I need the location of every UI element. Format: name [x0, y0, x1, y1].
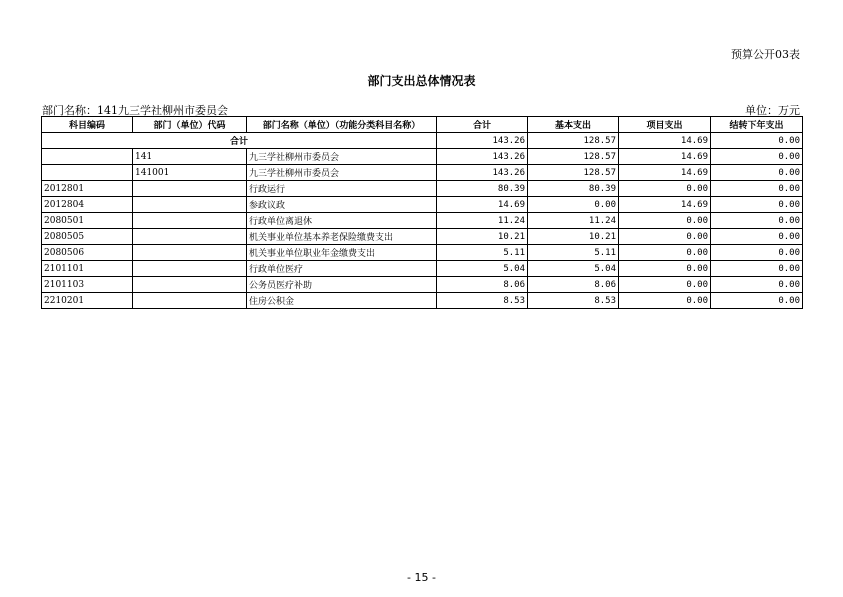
dept-code-cell	[133, 245, 247, 261]
column-header-project: 项目支出	[619, 117, 711, 133]
total-basic-cell: 128.57	[528, 133, 619, 149]
carryover-cell: 0.00	[711, 261, 803, 277]
dept-code-cell	[133, 277, 247, 293]
carryover-cell: 0.00	[711, 245, 803, 261]
table-row	[42, 181, 803, 197]
column-header-total: 合计	[437, 117, 528, 133]
dept-code-cell	[133, 213, 247, 229]
name-cell: 九三学社柳州市委员会	[247, 165, 437, 181]
dept-code-cell	[133, 293, 247, 309]
carryover-cell: 0.00	[711, 229, 803, 245]
column-header-name: 部门名称（单位）（功能分类科目名称）	[247, 117, 437, 133]
expenditure-table	[41, 116, 803, 309]
basic-cell: 11.24	[528, 213, 619, 229]
total-cell: 5.11	[437, 245, 528, 261]
total-cell: 5.04	[437, 261, 528, 277]
name-cell: 机关事业单位基本养老保险缴费支出	[247, 229, 437, 245]
total-row	[42, 133, 803, 149]
dept-code-cell: 141	[133, 149, 247, 165]
table-row	[42, 277, 803, 293]
carryover-cell: 0.00	[711, 181, 803, 197]
dept-code-cell	[133, 229, 247, 245]
code-cell: 2101103	[42, 277, 133, 293]
project-cell: 14.69	[619, 149, 711, 165]
unit-label: 单位：万元	[745, 104, 800, 117]
total-project-cell: 14.69	[619, 133, 711, 149]
table-row	[42, 229, 803, 245]
name-cell: 行政运行	[247, 181, 437, 197]
project-cell: 14.69	[619, 197, 711, 213]
name-cell: 九三学社柳州市委员会	[247, 149, 437, 165]
total-cell: 143.26	[437, 133, 528, 149]
dept-code-cell	[133, 197, 247, 213]
project-cell: 0.00	[619, 181, 711, 197]
dept-code-cell: 141001	[133, 165, 247, 181]
basic-cell: 8.53	[528, 293, 619, 309]
project-cell: 0.00	[619, 245, 711, 261]
table-row	[42, 213, 803, 229]
total-cell: 14.69	[437, 197, 528, 213]
carryover-cell: 0.00	[711, 165, 803, 181]
code-cell: 2210201	[42, 293, 133, 309]
table-row	[42, 293, 803, 309]
project-cell: 0.00	[619, 261, 711, 277]
name-cell: 参政议政	[247, 197, 437, 213]
page-title: 部门支出总体情况表	[367, 74, 476, 88]
header-row	[42, 117, 803, 133]
project-cell: 0.00	[619, 213, 711, 229]
code-cell	[42, 165, 133, 181]
table-row	[42, 149, 803, 165]
code-cell: 2012801	[42, 181, 133, 197]
total-cell: 8.53	[437, 293, 528, 309]
name-cell: 机关事业单位职业年金缴费支出	[247, 245, 437, 261]
carryover-cell: 0.00	[711, 293, 803, 309]
basic-cell: 128.57	[528, 165, 619, 181]
code-cell	[42, 149, 133, 165]
table-row	[42, 245, 803, 261]
total-cell: 11.24	[437, 213, 528, 229]
department-name: 部门名称：141九三学社柳州市委员会	[42, 104, 228, 117]
dept-code-cell	[133, 181, 247, 197]
carryover-cell: 0.00	[711, 213, 803, 229]
project-cell: 0.00	[619, 229, 711, 245]
total-cell: 80.39	[437, 181, 528, 197]
project-cell: 14.69	[619, 165, 711, 181]
column-header-carryover: 结转下年支出	[711, 117, 803, 133]
code-cell: 2101101	[42, 261, 133, 277]
code-cell: 2080501	[42, 213, 133, 229]
carryover-cell: 0.00	[711, 149, 803, 165]
page-number: - 15 -	[407, 571, 436, 584]
code-cell: 2012804	[42, 197, 133, 213]
total-cell: 143.26	[437, 149, 528, 165]
total-carryover-cell: 0.00	[711, 133, 803, 149]
basic-cell: 5.11	[528, 245, 619, 261]
code-cell: 2080506	[42, 245, 133, 261]
total-cell: 8.06	[437, 277, 528, 293]
column-header-code: 科目编码	[42, 117, 133, 133]
name-cell: 行政单位离退休	[247, 213, 437, 229]
code-cell: 2080505	[42, 229, 133, 245]
carryover-cell: 0.00	[711, 277, 803, 293]
total-cell: 143.26	[437, 165, 528, 181]
basic-cell: 10.21	[528, 229, 619, 245]
total-cell: 10.21	[437, 229, 528, 245]
basic-cell: 80.39	[528, 181, 619, 197]
dept-code-cell	[133, 261, 247, 277]
table-row	[42, 197, 803, 213]
table-row	[42, 261, 803, 277]
carryover-cell: 0.00	[711, 197, 803, 213]
name-cell: 行政单位医疗	[247, 261, 437, 277]
column-header-dept-code: 部门（单位）代码	[133, 117, 247, 133]
basic-cell: 0.00	[528, 197, 619, 213]
total-label: 合计	[42, 133, 437, 149]
name-cell: 住房公积金	[247, 293, 437, 309]
project-cell: 0.00	[619, 277, 711, 293]
project-cell: 0.00	[619, 293, 711, 309]
table-row	[42, 165, 803, 181]
basic-cell: 5.04	[528, 261, 619, 277]
basic-cell: 8.06	[528, 277, 619, 293]
basic-cell: 128.57	[528, 149, 619, 165]
column-header-basic: 基本支出	[528, 117, 619, 133]
table-number: 预算公开03表	[731, 48, 800, 61]
name-cell: 公务员医疗补助	[247, 277, 437, 293]
